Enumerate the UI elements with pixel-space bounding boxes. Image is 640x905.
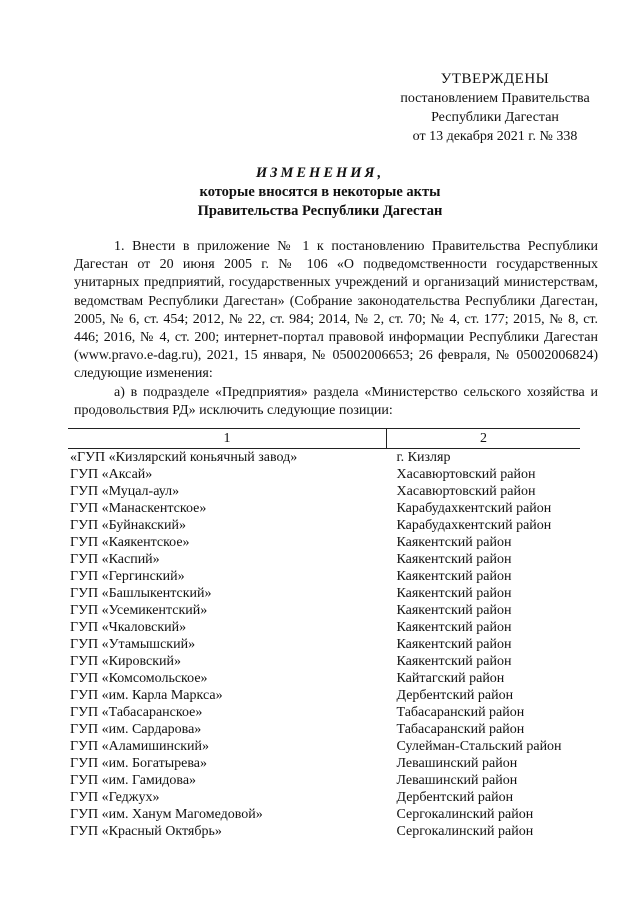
enterprise-name-cell: ГУП «им. Гамидова» [70,773,197,788]
location-cell: Сулейман-Стальский район [396,739,562,754]
approved-label: УТВЕРЖДЕНЫ [440,71,550,87]
enterprise-name-cell: ГУП «Усемикентский» [70,603,208,618]
location-cell: Табасаранский район [396,722,525,737]
title-line-2: Правительства Республики Дагестан [197,203,443,219]
enterprise-name-cell: ГУП «им. Богатырева» [70,756,207,771]
enterprise-name-cell: ГУП «Табасаранское» [70,705,203,720]
location-cell: Каякентский район [396,603,512,618]
paragraph-2: а) в подразделе «Предприятия» раздела «Министерство сельского хозяйства и продовольствия РД» исключить следующие позиции: [74,384,598,418]
enterprise-name-cell: ГУП «им. Сардарова» [70,722,202,737]
approval-line-3: от 13 декабря 2021 г. № 338 [412,129,578,144]
enterprise-name-cell: ГУП «Красный Октябрь» [70,824,222,839]
table-row [68,619,580,636]
enterprise-name-cell: ГУП «Комсомольское» [70,671,208,686]
location-cell: Левашинский район [396,756,518,771]
location-cell: Хасавюртовский район [396,484,536,499]
table-row [68,602,580,619]
table-row [68,687,580,704]
enterprise-name-cell: ГУП «Башлыкентский» [70,586,212,601]
enterprise-name-cell: ГУП «Утамышский» [70,637,196,652]
column-header-2: 2 [387,429,581,449]
positions-table [68,428,580,840]
location-cell: Каякентский район [396,552,512,567]
enterprise-name-cell: ГУП «Каякентское» [70,535,190,550]
table-row [68,636,580,653]
location-cell: Каякентский район [396,620,512,635]
location-cell: Табасаранский район [396,705,525,720]
enterprise-name-cell: ГУП «им. Карла Маркса» [70,688,223,703]
enterprise-name-cell: ГУП «Манаскентское» [70,501,207,516]
location-cell: Карабудахкентский район [396,501,552,516]
location-cell: г. Кизляр [396,450,451,465]
location-cell: Каякентский район [396,654,512,669]
location-cell: Кайтагский район [396,671,505,686]
table-row [68,585,580,602]
document-title [60,164,580,221]
table-row [68,466,580,483]
approval-stamp [380,70,610,146]
table-body [68,449,580,841]
location-cell: Дербентский район [396,790,514,805]
location-cell: Каякентский район [396,569,512,584]
table-row [68,721,580,738]
location-cell: Каякентский район [396,586,512,601]
table-row [68,449,580,467]
table-row [68,789,580,806]
body-text [74,238,598,420]
enterprise-name-cell: «ГУП «Кизлярский коньячный завод» [70,450,298,465]
table-row [68,704,580,721]
table-row [68,517,580,534]
table-row [68,653,580,670]
title-line-1: которые вносятся в некоторые акты [199,184,441,200]
approval-line-1: постановлением Правительства [400,91,590,106]
enterprise-name-cell: ГУП «Аксай» [70,467,153,482]
table-row [68,534,580,551]
table-row [68,483,580,500]
approval-line-2: Республики Дагестан [431,110,559,125]
enterprise-name-cell: ГУП «им. Ханум Магомедовой» [70,807,263,822]
enterprise-name-cell: ГУП «Каспий» [70,552,160,567]
location-cell: Сергокалинский район [396,824,534,839]
location-cell: Сергокалинский район [396,807,534,822]
enterprise-name-cell: ГУП «Чкаловский» [70,620,187,635]
location-cell: Дербентский район [396,688,514,703]
column-header-1: 1 [68,429,387,449]
table-row [68,670,580,687]
table-header-row [68,429,580,449]
location-cell: Карабудахкентский район [396,518,552,533]
location-cell: Хасавюртовский район [396,467,536,482]
title-heading: ИЗМЕНЕНИЯ, [255,165,385,181]
enterprise-name-cell: ГУП «Буйнакский» [70,518,186,533]
enterprise-name-cell: ГУП «Муцал-аул» [70,484,180,499]
table-row [68,772,580,789]
table-row [68,755,580,772]
location-cell: Каякентский район [396,535,512,550]
enterprise-name-cell: ГУП «Кировский» [70,654,181,669]
table-row [68,568,580,585]
enterprise-name-cell: ГУП «Геджух» [70,790,160,805]
location-cell: Левашинский район [396,773,518,788]
paragraph-1: 1. Внести в приложение № 1 к постановлению Правительства Республики Дагестан от 20 июня 2005 г. № 106 «О подведомственности государственных унитарных предприятий, государственных учреждений и организаций министерствам, ведомствам Республики Дагестан» (Собрание законодательства Республики Дагестан, 2005, № 6, ст. 454; 2012, № 22, ст. 984; 2014, № 2, ст. 70; № 4, ст. 177; 2015, № 8, ст. 446; 2016, № 4, ст. 200; интернет-портал правовой информации Республики Дагестан (www.pravo.e-dag.ru), 2021, 15 января, № 05002006653; 26 февраля, № 05002006824) следующие изменения: [74,239,598,382]
table-row [68,823,580,840]
table-row [68,500,580,517]
location-cell: Каякентский район [396,637,512,652]
enterprise-name-cell: ГУП «Гергинский» [70,569,185,584]
table-row [68,738,580,755]
table-row [68,806,580,823]
enterprise-name-cell: ГУП «Аламишинский» [70,739,210,754]
table-row [68,551,580,568]
